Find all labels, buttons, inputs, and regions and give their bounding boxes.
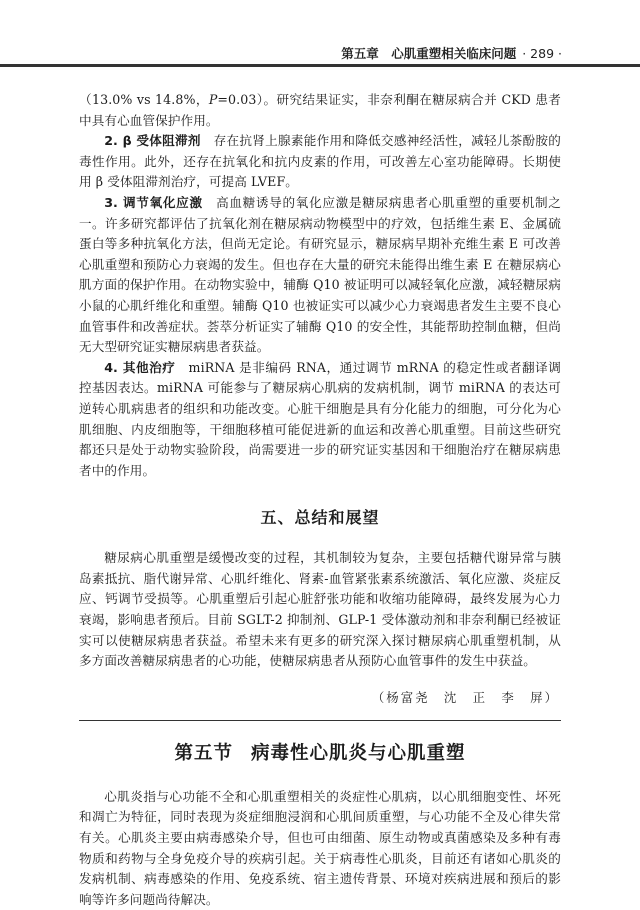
text-fragment: （13.0% vs 14.8%，: [79, 92, 209, 107]
paragraph-body: miRNA 是非编码 RNA，通过调节 mRNA 的稳定性或者翻译调控基因表达。miRNA 可能参与了糖尿病心肌病的发病机制，调节 miRNA 的表达可逆转心肌病患者的组织和功能改变。心脏干细胞是具有分化能力的细胞，可分化为心肌细胞、内皮细胞等，干细胞移植可能促进新的血运和改善心肌重塑。目前这些研究都还只是处于动物实验阶段，尚需要进一步的研究证实基因和干细胞治疗在糖尿病患者中的作用。: [79, 359, 561, 478]
section-number-label: 第五节: [174, 742, 233, 764]
section-heading-summary: 五、总结和展望: [260, 508, 380, 528]
author-credits: （杨富尧 沈 正 李 屏）: [371, 689, 559, 705]
section-divider: [79, 720, 561, 721]
paragraph-oxidative-stress: [79, 193, 561, 358]
paragraph-myocarditis-intro: 心肌炎指与心功能不全和心肌重塑相关的炎症性心肌病，以心肌细胞变性、坏死和凋亡为特征，同时表现为炎症细胞浸润和心肌间质重塑，与心功能不全及心律失常有关。心肌炎主要由病毒感染介导，但也可由细菌、原生动物或真菌感染及多种有毒物质和药物与全身免疫介导的疾病引起。关于病毒性心肌炎，目前还有诸如心肌炎的发病机制、病毒感染的作用、免疫系统、宿主遗传背景、环境对疾病进展和预后的影响等许多问题尚待解决。: [79, 788, 561, 907]
subheading-beta-blockers: 2. β 受体阻滞剂: [104, 133, 201, 149]
paragraph-beta-blockers: [79, 131, 561, 193]
paragraph-summary: 糖尿病心肌重塑是缓慢改变的过程，其机制较为复杂，主要包括糖代谢异常与胰岛素抵抗、脂代谢异常、心肌纤维化、肾素-血管紧张素系统激活、氧化应激、炎症反应、钙调节受损等。心肌重塑后引起心脏舒张功能和收缩功能障碍，最终发展为心力衰竭，影响患者预后。目前 SGLT-2 抑制剂、GLP-1 受体激动剂和非奈利酮已经被证实可以使糖尿病患者获益。希望未来有更多的研究深入探讨糖尿病心肌重塑机制，从多方面改善糖尿病患者的心功能，使糖尿病患者从预防心血管事件的发生中获益。: [79, 550, 561, 669]
paragraph-other-treatments: [79, 358, 561, 482]
header-inner: [341, 44, 562, 62]
running-header: [0, 38, 640, 67]
paragraph-finerenone-result: [79, 90, 561, 131]
paragraph-body: 存在抗肾上腺素能作用和降低交感神经活性，减轻儿茶酚胺的毒性作用。此外，还存在抗氧化和抗内皮素的作用，可改善左心室功能障碍。长期使用 β 受体阻滞剂治疗，可提高 LVEF。: [79, 133, 561, 190]
body-text: [79, 90, 561, 910]
section-title-text: 病毒性心肌炎与心肌重塑: [251, 742, 466, 764]
page-number: · 289 ·: [522, 46, 562, 61]
p-value-symbol: P: [208, 92, 218, 107]
text-fragment: =0.03）。研究结果证实，非奈利酮在糖尿病合并 CKD 患者中具有心血管保护作用。: [79, 92, 561, 128]
subheading-other-treatments: 4. 其他治疗: [104, 359, 176, 375]
chapter-title: 第五章 心肌重塑相关临床问题: [341, 46, 517, 61]
section-title-viral-myocarditis: [79, 739, 561, 765]
subheading-oxidative-stress: 3. 调节氧化应激: [104, 194, 203, 210]
paragraph-body: 高血糖诱导的氧化应激是糖尿病患者心肌重塑的重要机制之一。许多研究都评估了抗氧化剂在糖尿病动物模型中的疗效，包括维生素 E、金属硫蛋白等多种抗氧化方法，但尚无定论。有研究显示，糖尿病早期补充维生素 E 可改善心肌重塑和预防心力衰竭的发生。但也存在大量的研究未能得出维生素 E 在糖尿病心肌方面的保护作用。在动物实验中，辅酶 Q10 被证明可以减轻氧化应激，减轻糖尿病小鼠的心肌纤维化和重塑。辅酶 Q10 也被证实可以减少心力衰竭患者发生主要不良心血管事件和改善症状。荟萃分析证实了辅酶 Q10 的安全性，其能帮助控制血糖，但尚无大型研究证实糖尿病患者获益。: [79, 194, 561, 355]
